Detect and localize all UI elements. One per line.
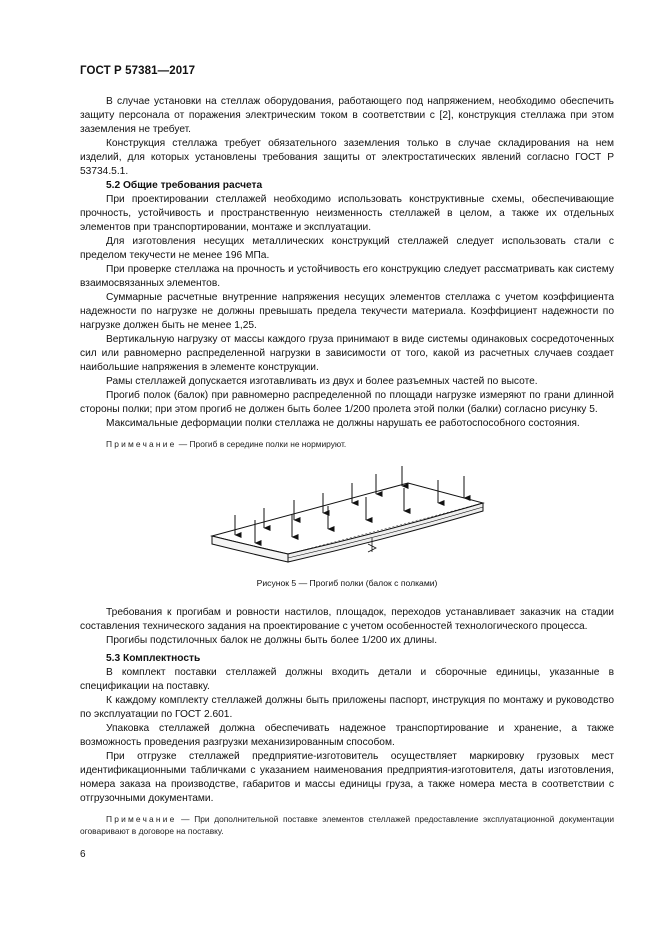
figure-caption: Рисунок 5 — Прогиб полки (балок с полками) <box>256 578 438 588</box>
note-text: — Прогиб в середине полки не нормируют. <box>176 439 347 449</box>
section-heading-5-2: 5.2 Общие требования расчета <box>106 180 263 191</box>
shelf-deflection-drawing <box>200 458 500 578</box>
paragraph: При проверке стеллажа на прочность и устойчивость его конструкцию следует рассматривать как систему взаимосвязанных элементов. <box>80 264 614 289</box>
page-header: ГОСТ Р 57381—2017 <box>80 65 196 77</box>
note <box>80 813 614 837</box>
paragraph: Требования к прогибам и ровности настилов, площадок, переходов устанавливает заказчик на стадии составления технического задания на проектирование с учетом особенностей технологического процесса. <box>80 607 614 632</box>
figure-shelf-deflection <box>200 458 500 578</box>
paragraph: Прогибы подстилочных балок не должны быть более 1/200 их длины. <box>106 635 438 646</box>
paragraph: К каждому комплекту стеллажей должны быть приложены паспорт, инструкция по монтажу и руководство по эксплуатации по ГОСТ 2.601. <box>80 695 614 720</box>
page-number: 6 <box>80 849 86 860</box>
paragraph: Упаковка стеллажей должна обеспечивать надежное транспортирование и хранение, а также возможность проведения разгрузки механизированным способом. <box>80 723 614 748</box>
paragraph: Максимальные деформации полки стеллажа не должны нарушать ее работоспособного состояния. <box>106 418 580 429</box>
note-label: Примечание <box>106 814 177 824</box>
paragraph: Для изготовления несущих металлических конструкций стеллажей следует использовать стали с пределом текучести не менее 196 МПа. <box>80 236 614 261</box>
paragraph: В комплект поставки стеллажей должны входить детали и сборочные единицы, указанные в спецификации на поставку. <box>80 667 614 692</box>
note-text: — При дополнительной поставке элементов стеллажей предоставление эксплуатационной документации оговаривают в договоре на поставку. <box>80 814 614 836</box>
text-block-upper <box>80 95 614 450</box>
paragraph: Прогиб полок (балок) при равномерно распределенной по площади нагрузке измеряют по грани длинной стороны полки; при этом прогиб не должен быть более 1/200 пролета этой полки (балки) согласно рисунку 5. <box>80 390 614 415</box>
paragraph: Вертикальную нагрузку от массы каждого груза принимают в виде системы одинаковых сосредоточенных сил или равномерно распределенной нагрузки в зависимости от того, какой из расчетных случаев создает наибольшие напряжения в элементе конструкции. <box>80 334 614 373</box>
paragraph: В случае установки на стеллаж оборудования, работающего под напряжением, необходимо обеспечить защиту персонала от поражения электрическим током в соответствии с [2], конструкция стеллажа при этом заземления не требует. <box>80 96 614 135</box>
text-block-lower <box>80 606 614 837</box>
paragraph: При отгрузке стеллажей предприятие-изготовитель осуществляет маркировку грузовых мест идентификационными табличками с указанием наименования предприятия-изготовителя, даты изготовления, номера заказа на производстве, габаритов и массы единицы груза, а также номера места в соответствии с отгрузочными документами. <box>80 751 614 804</box>
paragraph: Рамы стеллажей допускается изготавливать из двух и более разъемных частей по высоте. <box>106 376 538 387</box>
section-heading-5-3: 5.3 Комплектность <box>106 653 201 664</box>
paragraph: Суммарные расчетные внутренние напряжения несущих элементов стеллажа с учетом коэффициента надежности по нагрузке не должны превышать предела текучести материала. Коэффициент надежности по нагрузке должен быть не менее 1,25. <box>80 292 614 331</box>
note <box>80 438 614 450</box>
paragraph: Конструкция стеллажа требует обязательного заземления только в случае складирования на нем изделий, для которых установлены требования защиты от электростатических явлений согласно ГОСТ Р 53734.5.1. <box>80 138 614 177</box>
paragraph: При проектировании стеллажей необходимо использовать конструктивные схемы, обеспечивающие прочность, устойчивость и пространственную неизменность стеллажей в целом, а также их отдельных элементов при транспортировании, монтаже и эксплуатации. <box>80 194 614 233</box>
note-label: Примечание <box>106 439 177 449</box>
